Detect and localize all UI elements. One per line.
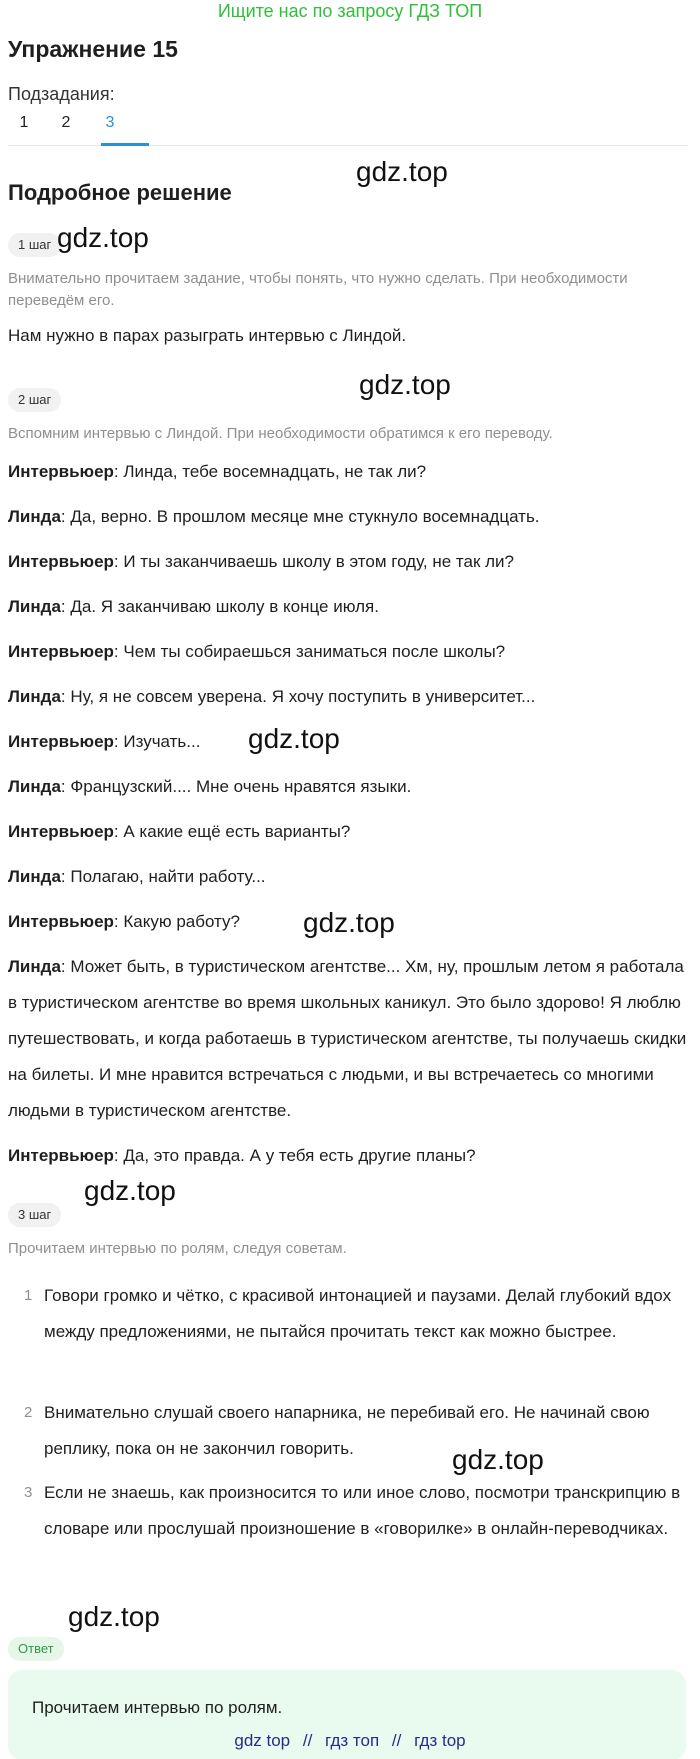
speaker: Интервьюер (8, 822, 114, 841)
tab-3[interactable]: 3 (105, 114, 115, 131)
list-number: 1 (24, 1287, 33, 1304)
dialog-text: : А какие ещё есть варианты? (113, 822, 351, 841)
dialog-line (8, 724, 692, 760)
step-3-note: Прочитаем интервью по ролям, следуя советам. (8, 1240, 347, 1257)
dialog-line (8, 544, 692, 580)
watermark: gdz.top (84, 1175, 176, 1206)
dialog-line (8, 859, 692, 895)
dialog-line (8, 1138, 692, 1174)
footer-separator: // (302, 1731, 313, 1750)
dialog-text: : Французский.... Мне очень нравятся языки. (60, 777, 412, 796)
footer-link[interactable]: гдз топ (325, 1731, 380, 1750)
dialog-text: : Изучать... (113, 732, 201, 751)
list-number: 3 (24, 1484, 33, 1501)
step-2-badge: 2 шаг (8, 388, 61, 412)
watermark: gdz.top (303, 907, 395, 938)
dialog-line (8, 679, 692, 715)
dialog-text: : Да. Я заканчиваю школу в конце июля. (60, 597, 379, 616)
step-1-text: Нам нужно в парах разыграть интервью с Линдой. (8, 326, 407, 345)
step-2-note: Вспомним интервью с Линдой. При необходимости обратимся к его переводу. (8, 425, 553, 442)
watermark: gdz.top (57, 222, 149, 253)
speaker: Интервьюер (8, 642, 114, 661)
speaker: Линда (8, 597, 61, 616)
watermark: gdz.top (68, 1601, 160, 1632)
speaker: Линда (8, 687, 61, 706)
dialog-text: : Ну, я не совсем уверена. Я хочу поступить в университет... (60, 687, 536, 706)
dialog-line (8, 634, 692, 670)
page-title: Упражнение 15 (8, 36, 178, 62)
dialog-line (8, 589, 692, 625)
subtasks-label: Подзадания: (8, 84, 115, 104)
watermark: gdz.top (248, 723, 340, 754)
dialog-text: : Чем ты собираешься заниматься после школы? (113, 642, 506, 661)
dialog-line (8, 769, 692, 805)
footer-link[interactable]: gdz top (234, 1731, 291, 1750)
list-text: Говори громко и чётко, с красивой интонацией и паузами. Делай глубокий вдох между предложениями, не пытайся прочитать текст как можно быстрее. (44, 1286, 672, 1341)
watermark: gdz.top (452, 1444, 544, 1475)
speaker: Интервьюер (8, 732, 114, 751)
dialog-text: : Линда, тебе восемнадцать, не так ли? (113, 462, 427, 481)
dialog-text: : Да, верно. В прошлом месяце мне стукнуло восемнадцать. (60, 507, 540, 526)
tab-2[interactable]: 2 (61, 114, 71, 131)
footer-link[interactable]: гдз top (414, 1731, 466, 1750)
speaker: Линда (8, 867, 61, 886)
watermark: gdz.top (356, 156, 448, 187)
dialog-line (8, 814, 692, 850)
dialog-text: : Да, это правда. А у тебя есть другие планы? (113, 1146, 476, 1165)
list-text: Если не знаешь, как произносится то или иное слово, посмотри транскрипцию в словаре или прослушай произношение в «говорилке» в онлайн-переводчиках. (44, 1483, 681, 1538)
subtask-tabs (8, 110, 688, 146)
step-1-note: Внимательно прочитаем задание, чтобы понять, что нужно сделать. При необходимости переведём его. (8, 270, 628, 309)
speaker: Линда (8, 957, 61, 976)
speaker: Интервьюер (8, 912, 114, 931)
speaker: Линда (8, 777, 61, 796)
dialog-text: : Какую работу? (113, 912, 240, 931)
step-3-badge: 3 шаг (8, 1203, 61, 1227)
search-banner: Ищите нас по запросу ГДЗ ТОП (217, 1, 483, 21)
speaker: Интервьюер (8, 462, 114, 481)
answer-text: Прочитаем интервью по ролям. (32, 1698, 283, 1717)
answer-badge: Ответ (8, 1637, 64, 1661)
speaker: Интервьюер (8, 1146, 114, 1165)
solution-heading: Подробное решение (8, 180, 232, 205)
step-1-badge: 1 шаг (8, 233, 61, 257)
footer-separator: // (391, 1731, 402, 1750)
active-tab-indicator (101, 143, 149, 146)
dialog-line (8, 454, 692, 490)
watermark: gdz.top (359, 369, 451, 400)
footer-links (0, 1731, 700, 1751)
dialog-line (8, 499, 692, 535)
dialog-line (8, 949, 692, 1129)
speaker: Линда (8, 507, 61, 526)
list-number: 2 (24, 1404, 33, 1421)
dialog-text: : И ты заканчиваешь школу в этом году, не так ли? (113, 552, 514, 571)
dialog-text: : Полагаю, найти работу... (60, 867, 266, 886)
tab-1[interactable]: 1 (19, 114, 29, 131)
dialog-text: : Может быть, в туристическом агентстве... Хм, ну, прошлым летом я работала в туристическом агентстве во время школьных каникул. Это было здорово! Я люблю путешествовать, и когда работаешь в туристическом агентстве, ты получаешь скидки на билеты. И мне нравится встречаться с людьми, и вы встречаетесь со многими людьми в туристическом агентстве. (8, 957, 687, 1120)
list-text: Внимательно слушай своего напарника, не перебивай его. Не начинай свою реплику, пока он не закончил говорить. (44, 1403, 650, 1458)
speaker: Интервьюер (8, 552, 114, 571)
